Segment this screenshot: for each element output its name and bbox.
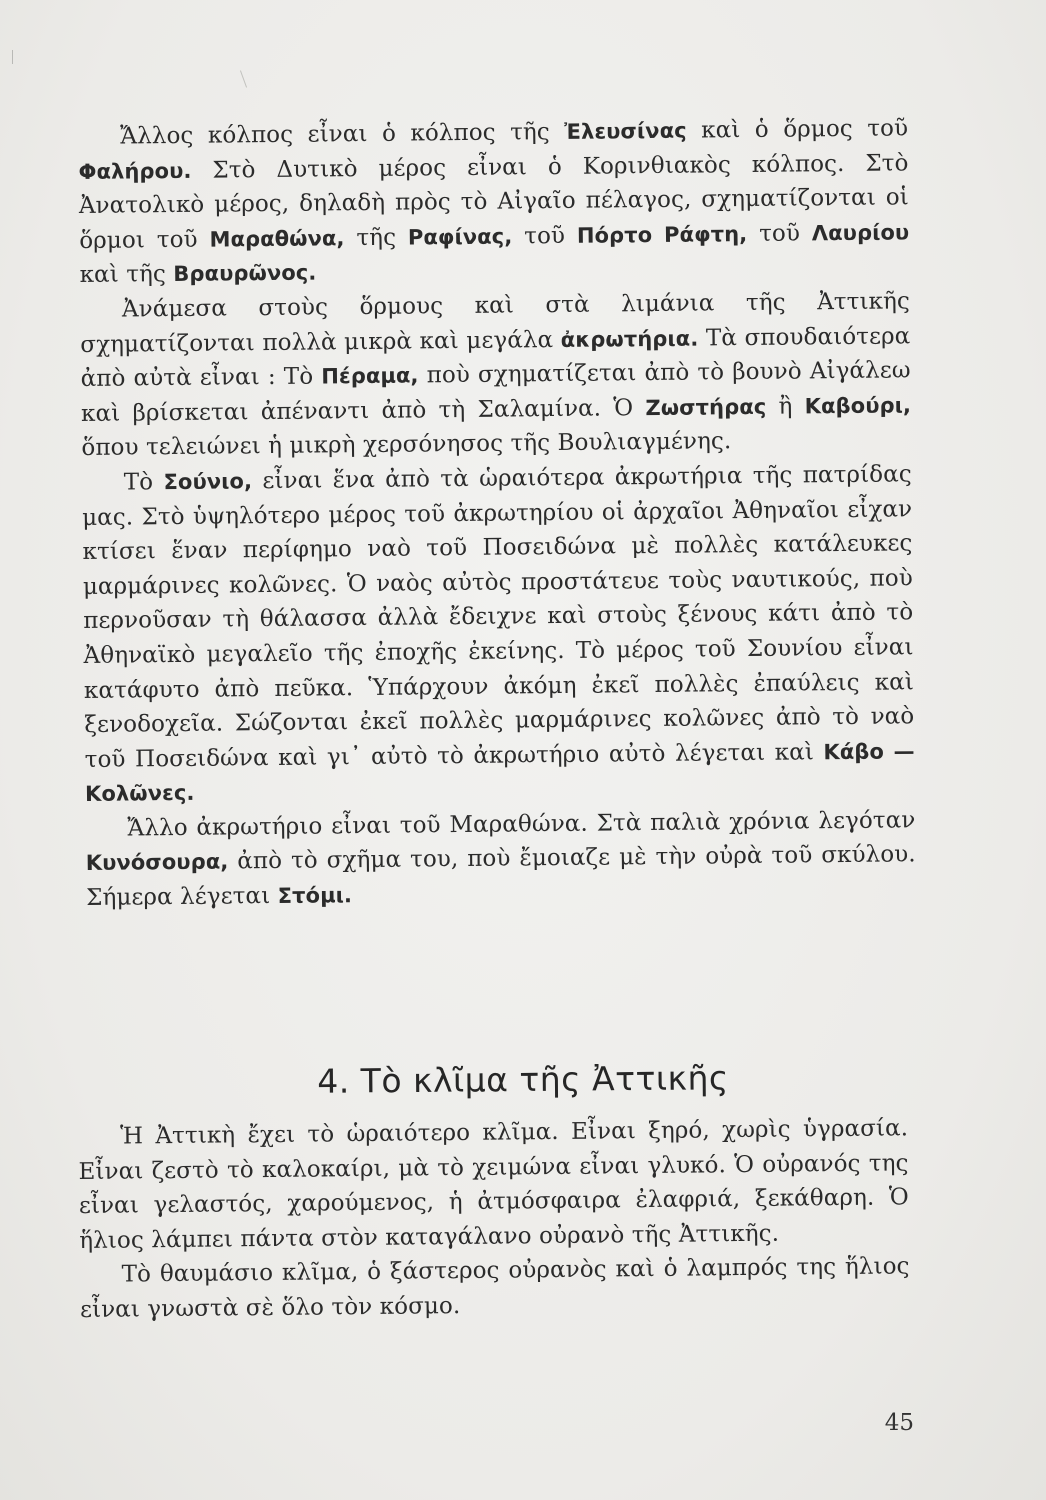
text-run: ποὺ σχηματίζεται ἀπὸ τὸ βουνὸ Αἰγάλεω καὶ βρίσκεται ἀπέναντι ἀπὸ τὴ Σαλαμίνα. Ὁ — [80, 357, 911, 427]
bold-place-name: Λαυρίου — [811, 220, 910, 246]
text-run: Στὸ Δυτικὸ μέρος εἶναι ὁ Κορινθιακὸς κόλπος. Στὸ Ἀνατολικὸ μέρος, δηλαδὴ πρὸς τὸ Αἰγαῖο πέλαγος, σχηματίζονται οἱ ὅρμοι τοῦ — [78, 149, 909, 254]
bold-place-name: Καβούρι, — [804, 393, 912, 419]
section-heading: 4. Τὸ κλῖμα τῆς Ἀττικῆς — [317, 1058, 729, 1101]
bold-place-name: Κάβο — Κολῶνες. — [84, 738, 915, 807]
bold-place-name: Ζωστήρας — [645, 394, 767, 420]
bold-place-name: Ἐλευσίνας — [564, 118, 687, 144]
bold-place-name: Σούνιο, — [163, 469, 253, 495]
bold-place-name: Φαλήρου. — [78, 158, 192, 184]
paragraph-climate: Ἡ Ἀττικὴ ἔχει τὸ ὡραιότερο κλῖμα. Εἶναι ξηρό, χωρὶς ὑγρασία. Εἶναι ζεστὸ τὸ καλοκαίρι, μὰ τὸ χειμώνα εἶναι γλυκό. Ὁ οὐρανός της εἶναι γελαστός, χαρούμενος, ἡ ἀτμόσφαιρα ἐλαφριά, ξεκάθαρη. Ὁ ἥλιος λάμπει πάντα στὸν καταγάλανο οὐρανὸ τῆς Ἀττικῆς. — [78, 1115, 909, 1254]
text-run: τοῦ — [747, 220, 812, 247]
bold-term: ἀκρωτήρια. — [560, 326, 699, 352]
gulfs-and-capes-section — [78, 111, 916, 915]
bold-place-name: Βραυρῶνος. — [173, 260, 317, 287]
text-run: Τὸ — [123, 469, 164, 496]
paragraph-climate-fame: Τὸ θαυμάσιο κλῖμα, ὁ ξάστερος οὐρανὸς καὶ ὁ λαμπρός της ἥλιος εἶναι γνωστὰ σὲ ὅλο τὸν κόσμο. — [79, 1253, 910, 1323]
text-run: καὶ τῆς — [79, 261, 174, 289]
text-run: Ἄλλο ἀκρωτήριο εἶναι τοῦ Μαραθώνα. Στὰ παλιὰ χρόνια λεγόταν — [127, 807, 916, 842]
text-run: Ἄλλος κόλπος εἶναι ὁ κόλπος τῆς — [120, 118, 565, 150]
scan-mark — [240, 70, 247, 87]
text-run: Τὰ σπουδαιότερα ἀπὸ αὐτὰ εἶναι : Τὸ — [80, 322, 911, 393]
bold-place-name: Πόρτο Ράφτη, — [576, 221, 748, 248]
climate-section — [78, 1111, 910, 1327]
scan-mark — [12, 50, 13, 64]
text-run: εἶναι ἕνα ἀπὸ τὰ ὡραιότερα ἀκρωτήρια τῆς πατρίδας μας. Στὸ ὑψηλότερο μέρος τοῦ ἀκρωτηρίου οἱ ἀρχαῖοι Ἀθηναῖοι εἶχαν κτίσει ἕναν περίφημο ναὸ τοῦ Ποσειδώνα μὲ πολλὲς κατάλευκες μαρμάρινες κολῶνες. Ὁ ναὸς αὐτὸς προστάτευε τοὺς ναυτικούς, ποὺ περνοῦσαν τὴ θάλασσα ἀλλὰ ἔδειχνε καὶ στοὺς ξένους κάτι ἀπὸ τὸ Ἀθηναϊκὸ μεγαλεῖο τῆς ἐποχῆς ἐκείνης. Τὸ μέρος τοῦ Σουνίου εἶναι κατάφυτο ἀπὸ πεῦκα. Ὑπάρχουν ἀκόμη ἐκεῖ πολλὲς ἐπαύλεις καὶ ξενοδοχεῖα. Σώζονται ἐκεῖ πολλὲς μαρμάρινες κολῶνες ἀπὸ τὸ ναὸ τοῦ Ποσειδώνα καὶ γι᾿ αὐτὸ τὸ ἀκρωτήριο αὐτὸ λέγεται καὶ — [82, 461, 915, 773]
paragraph-sounio — [82, 457, 916, 812]
bold-place-name: Μαραθώνα, — [209, 225, 345, 252]
text-run: Ἀνάμεσα στοὺς ὅρμους καὶ στὰ λιμάνια τῆς Ἀττικῆς σχηματίζονται πολλὰ μικρὰ καὶ μεγάλα — [80, 288, 911, 358]
bold-place-name: Κυνόσουρα, — [85, 849, 229, 876]
paragraph-marathon-cape — [85, 803, 916, 915]
text-run: καὶ ὁ ὅρμος τοῦ — [686, 115, 909, 144]
text-run: ὅπου τελειώνει ἡ μικρὴ χερσόνησος τῆς Βουλιαγμένης. — [81, 428, 732, 462]
bold-place-name: Πέραμα, — [321, 363, 419, 389]
bold-place-name: Ραφίνας, — [407, 224, 513, 250]
text-run: τοῦ — [512, 222, 578, 250]
bold-place-name: Στόμι. — [277, 883, 353, 909]
text-run: ἢ — [766, 393, 805, 420]
paragraph-capes — [80, 284, 912, 466]
text-run: ἀπὸ τὸ σχῆμα του, ποὺ ἔμοιαζε μὲ τὴν οὐρὰ τοῦ σκύλου. Σήμερα λέγεται — [86, 841, 916, 912]
paragraph-gulfs — [78, 111, 910, 293]
text-run: τῆς — [344, 224, 409, 251]
page-number: 45 — [884, 1410, 914, 1436]
